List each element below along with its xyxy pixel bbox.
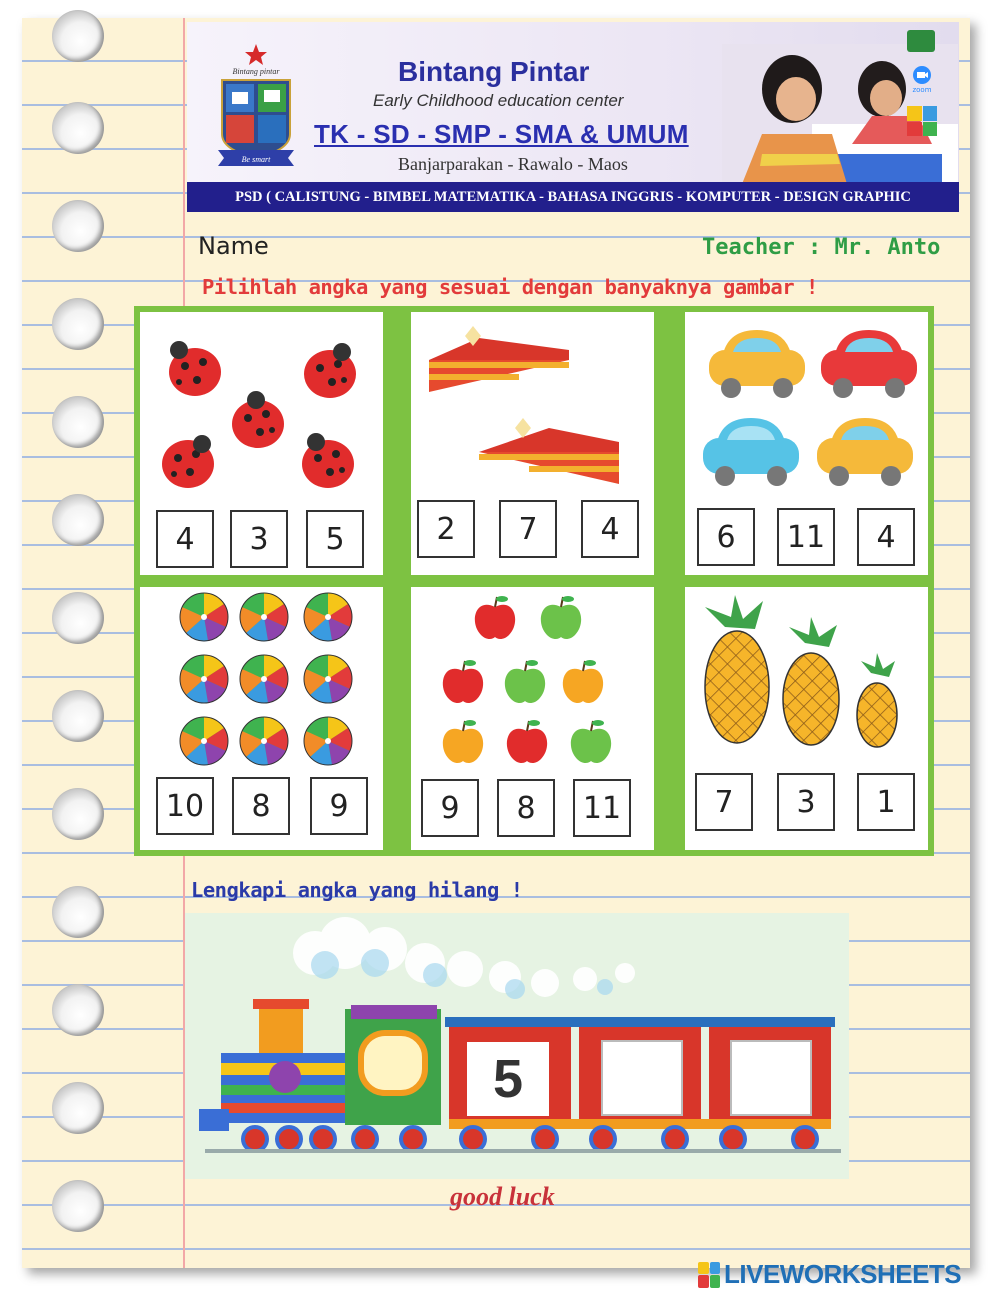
binder-hole	[52, 984, 104, 1036]
answer-option[interactable]: 8	[497, 779, 555, 837]
binder-hole	[52, 396, 104, 448]
answer-option[interactable]: 9	[421, 779, 479, 837]
card-pineapples	[685, 587, 928, 850]
card-apples	[411, 587, 654, 850]
card-cars	[685, 312, 928, 575]
beach-balls-picture	[140, 587, 383, 777]
card-cake-slices	[411, 312, 654, 575]
answer-option[interactable]: 4	[156, 510, 214, 568]
answer-option[interactable]: 7	[695, 773, 753, 831]
card-ladybugs	[140, 312, 383, 575]
school-logo	[214, 42, 298, 172]
cake-slices-picture	[411, 312, 654, 502]
liveworksheets-logo[interactable]	[698, 1259, 961, 1290]
binder-hole	[52, 10, 104, 62]
answer-option[interactable]: 1	[857, 773, 915, 831]
card-beach-balls	[140, 587, 383, 850]
binder-hole	[52, 592, 104, 644]
binder-hole	[52, 886, 104, 938]
liveworksheets-text: LIVEWORKSHEETS	[724, 1259, 962, 1289]
counting-grid	[134, 306, 934, 856]
missing-number-input[interactable]	[730, 1040, 812, 1116]
answer-option[interactable]: 3	[230, 510, 288, 568]
binder-hole	[52, 298, 104, 350]
program-banner: PSD ( CALISTUNG - BIMBEL MATEMATIKA - BAHASA INGGRIS - KOMPUTER - DESIGN GRAPHIC	[187, 182, 959, 212]
answer-option[interactable]: 3	[777, 773, 835, 831]
answer-option[interactable]: 2	[417, 500, 475, 558]
logo-bottom-text: Be smart	[241, 155, 271, 164]
brand-title: Bintang Pintar	[398, 56, 590, 87]
answer-option[interactable]: 8	[232, 777, 290, 835]
liveworksheets-icon	[698, 1262, 720, 1288]
zoom-icon[interactable]	[907, 64, 937, 94]
binder-hole	[52, 494, 104, 546]
ladybugs-picture	[140, 312, 383, 502]
binder-hole	[52, 788, 104, 840]
answer-option[interactable]: 6	[697, 508, 755, 566]
answer-option[interactable]: 7	[499, 500, 557, 558]
teacher-label: Teacher : Mr. Anto	[702, 235, 941, 260]
school-levels: TK - SD - SMP - SMA & UMUM	[314, 119, 689, 149]
apples-picture	[411, 587, 654, 777]
pineapples-picture	[685, 587, 928, 777]
svg-text:zoom: zoom	[912, 86, 932, 94]
logo-top-text: Bintang pintar	[232, 67, 280, 76]
answer-option[interactable]: 4	[581, 500, 639, 558]
brand-subtitle: Early Childhood education center	[373, 91, 624, 110]
binder-hole	[52, 1180, 104, 1232]
instruction-count: Pilihlah angka yang sesuai dengan banyaknya gambar !	[202, 275, 818, 299]
answer-option[interactable]: 11	[777, 508, 835, 566]
live-icon[interactable]	[907, 106, 937, 136]
missing-number-input[interactable]	[601, 1040, 683, 1116]
answer-option[interactable]: 11	[573, 779, 631, 837]
binder-hole	[52, 200, 104, 252]
binder-hole	[52, 690, 104, 742]
answer-option[interactable]: 5	[306, 510, 364, 568]
answer-option[interactable]: 4	[857, 508, 915, 566]
school-address: Banjarparakan - Rawalo - Maos	[398, 154, 628, 174]
answer-option[interactable]: 10	[156, 777, 214, 835]
cars-picture	[685, 312, 928, 502]
good-luck-text: good luck	[450, 1182, 555, 1211]
classroom-icon[interactable]	[907, 30, 935, 52]
train-given-number: 5	[467, 1042, 549, 1116]
instruction-missing-number: Lengkapi angka yang hilang !	[191, 878, 523, 902]
binder-hole	[52, 102, 104, 154]
name-label: Name	[198, 232, 269, 260]
binder-hole	[52, 1082, 104, 1134]
answer-option[interactable]: 9	[310, 777, 368, 835]
